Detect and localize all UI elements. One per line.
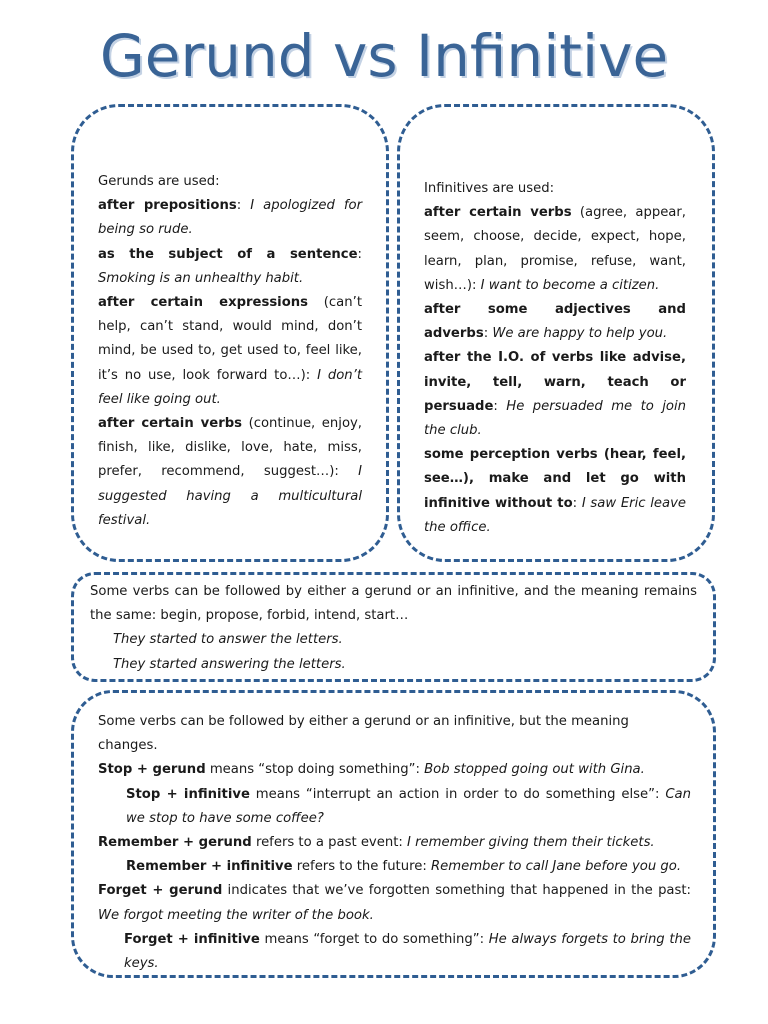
rule-heading: after prepositions: [98, 198, 237, 214]
same-meaning-example: [90, 628, 697, 652]
rule-text: (can’t help, can’t stand, would mind, don’t mind, be used to, get used to, feel like, it’s no use, look forward to…):: [98, 295, 362, 383]
same-meaning-example: [90, 653, 697, 677]
infinitive-rule: [424, 201, 686, 298]
meaning-rule: [98, 928, 691, 976]
meaning-rule: [98, 783, 691, 831]
infinitives-box: [397, 104, 715, 562]
rule-heading: as the subject of a sentence: [98, 246, 358, 262]
gerund-rule: [98, 243, 362, 291]
example-sentence: They started to answer the letters.: [113, 632, 343, 648]
rule-example: I saw Eric leave the office.: [424, 495, 686, 535]
rule-heading: after some adjectives and adverbs: [424, 302, 686, 342]
rule-heading: some perception verbs (hear, feel, see…), make and let go with infinitive without to: [424, 447, 686, 511]
gerunds-intro: Gerunds are used:: [98, 174, 220, 189]
rule-heading: Stop + infinitive: [126, 786, 250, 802]
rule-text: refers to the future:: [292, 859, 431, 875]
rule-text: :: [483, 326, 493, 342]
rule-example: We are happy to help you.: [492, 326, 668, 342]
rule-example: I remember giving them their tickets.: [407, 835, 655, 851]
infinitive-rule: [424, 298, 686, 346]
page-title: Gerund vs Infinitive: [99, 22, 669, 90]
rule-example: Smoking is an unhealthy habit.: [98, 270, 304, 286]
meaning-rule: [98, 831, 691, 855]
rule-heading: after certain expressions: [98, 295, 308, 311]
rule-example: He always forgets to bring the keys.: [124, 931, 691, 972]
infinitive-rule: [424, 443, 686, 540]
rule-heading: Stop + gerund: [98, 762, 206, 778]
rule-heading: after certain verbs: [424, 205, 572, 221]
rule-example: I want to become a citizen.: [480, 277, 660, 293]
rule-text: :: [357, 246, 362, 262]
rule-heading: after certain verbs: [98, 416, 243, 432]
meaning-rule: [98, 879, 691, 927]
rule-text: (continue, enjoy, finish, like, dislike, love, hate, miss, prefer, recommend, suggest…):: [98, 416, 363, 480]
gerund-rule: [98, 412, 362, 533]
meaning-rule: [98, 758, 691, 782]
example-sentence: They started answering the letters.: [113, 656, 346, 672]
rule-text: :: [236, 198, 251, 214]
rule-text: :: [572, 495, 582, 511]
meaning-changes-intro: Some verbs can be followed by either a gerund or an infinitive, but the meaning changes.: [98, 714, 629, 754]
infinitives-intro: Infinitives are used:: [424, 181, 555, 196]
rule-heading: Forget + gerund: [98, 883, 223, 899]
meaning-rule: [98, 855, 691, 879]
rule-example: I apologized for being so rude.: [98, 198, 362, 238]
rule-example: We forgot meeting the writer of the book.: [98, 907, 374, 923]
rule-text: refers to a past event:: [251, 835, 408, 851]
rule-heading: Remember + gerund: [98, 835, 252, 851]
rule-example: I suggested having a multicultural festival.: [98, 464, 362, 528]
rule-example: He persuaded me to join the club.: [424, 398, 686, 439]
rule-heading: after the I.O. of verbs like advise, invite, tell, warn, teach or persuade: [424, 350, 686, 414]
rule-text: means “interrupt an action in order to do something else”:: [249, 786, 666, 802]
same-meaning-text: Some verbs can be followed by either a gerund or an infinitive, and the meaning remains the same: begin, propose, forbid, intend, start…: [90, 584, 697, 624]
rule-example: Remember to call Jane before you go.: [430, 859, 682, 875]
gerund-rule: [98, 194, 362, 242]
gerunds-box: [71, 104, 389, 562]
meaning-changes-box: [71, 690, 716, 978]
rule-example: Can we stop to have some coffee?: [126, 786, 691, 826]
rule-example: I don’t feel like going out.: [98, 367, 362, 407]
rule-example: Bob stopped going out with Gina.: [424, 762, 645, 778]
rule-text: indicates that we’ve forgotten something that happened in the past:: [222, 883, 691, 899]
rule-text: means “forget to do something”:: [259, 931, 489, 947]
rule-text: (agree, appear, seem, choose, decide, expect, hope, learn, plan, promise, refuse, want, wish…):: [424, 205, 686, 293]
rule-text: means “stop doing something”:: [205, 762, 425, 778]
rule-heading: Forget + infinitive: [124, 931, 260, 947]
same-meaning-box: [71, 572, 716, 682]
gerund-rule: [98, 291, 362, 412]
infinitive-rule: [424, 346, 686, 443]
rule-heading: Remember + infinitive: [126, 859, 293, 875]
rule-text: :: [493, 398, 507, 414]
